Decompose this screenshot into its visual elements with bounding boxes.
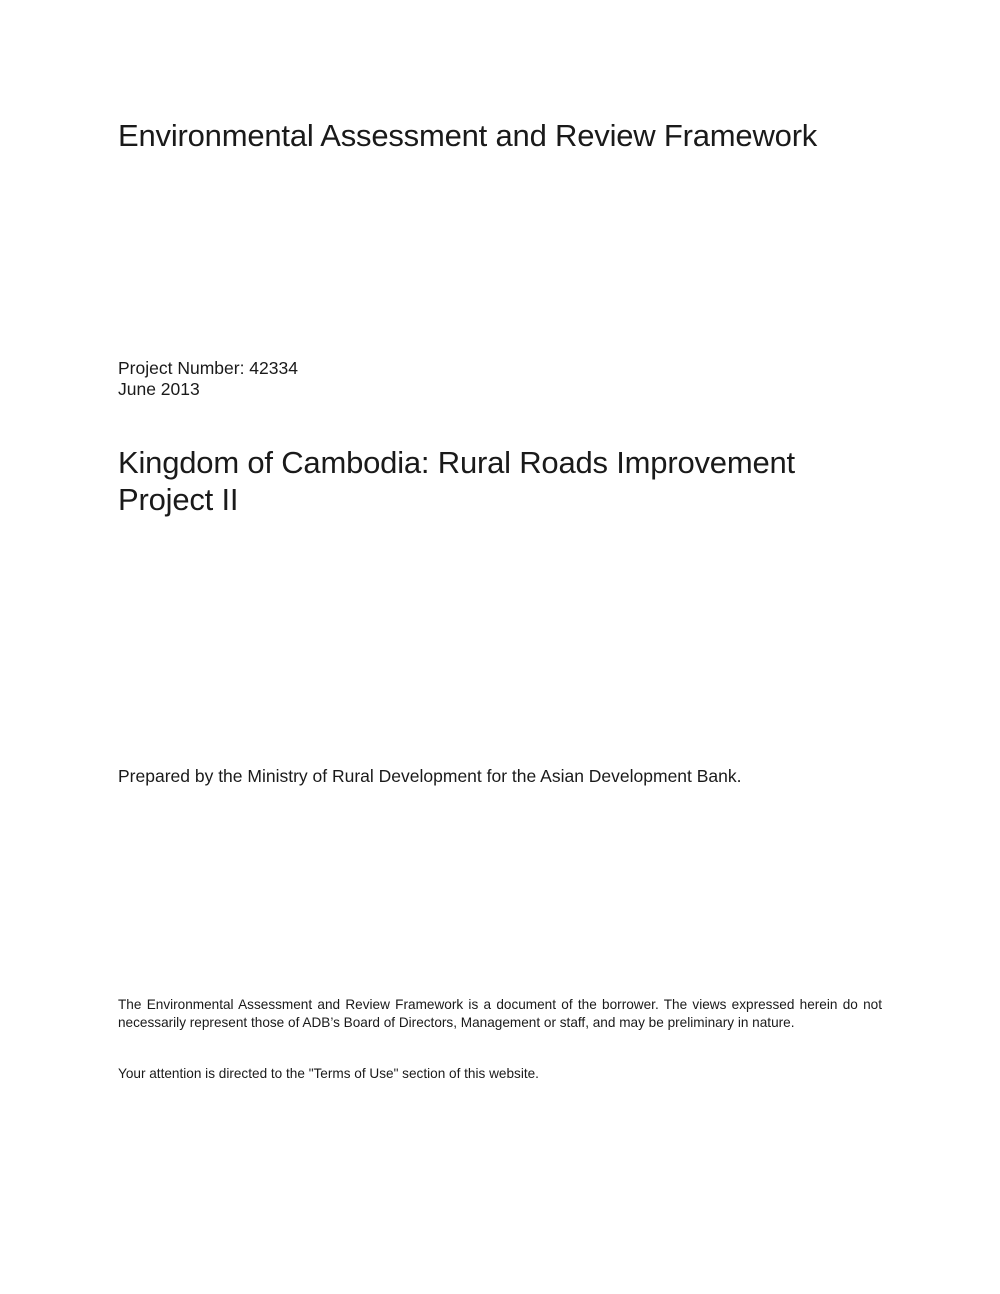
document-type-heading: Environmental Assessment and Review Framework — [118, 118, 818, 153]
prepared-by-statement: Prepared by the Ministry of Rural Development for the Asian Development Bank. — [118, 766, 742, 786]
document-date: June 2013 — [118, 379, 200, 399]
project-title: Kingdom of Cambodia: Rural Roads Improvement Project II — [118, 445, 795, 517]
project-number: Project Number: 42334 — [118, 358, 298, 378]
terms-of-use-notice: Your attention is directed to the "Terms of Use" section of this website. — [118, 1066, 539, 1081]
project-meta — [118, 358, 298, 400]
disclaimer-paragraph: The Environmental Assessment and Review Framework is a document of the borrower. The views expressed herein do not necessarily represent those of ADB’s Board of Directors, Management or staff, and may be preliminary in nature. — [118, 997, 882, 1030]
